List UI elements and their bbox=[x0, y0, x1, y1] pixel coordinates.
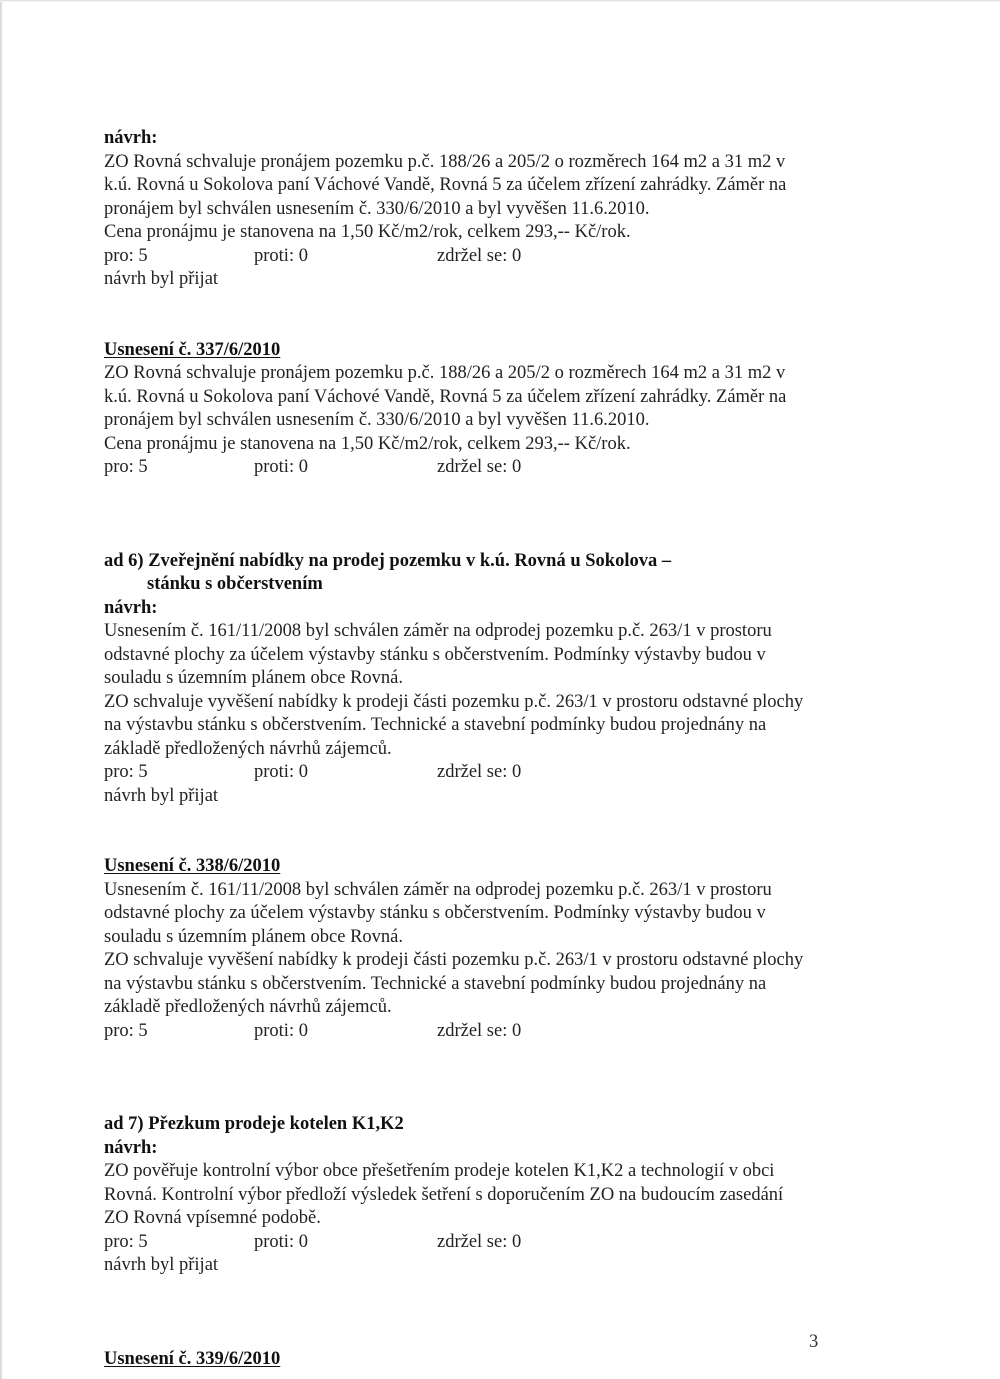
proposal-label: návrh: bbox=[104, 1137, 158, 1158]
page-number: 3 bbox=[809, 1332, 819, 1352]
resolution-heading: Usnesení č. 337/6/2010 bbox=[104, 339, 281, 360]
vote-zdrzel: zdržel se: 0 bbox=[437, 245, 522, 266]
resolution-337 bbox=[104, 339, 864, 480]
paragraph-line: základě předložených návrhů zájemců. bbox=[104, 997, 392, 1017]
agenda-item-6 bbox=[104, 550, 864, 809]
proposal-result: návrh byl přijat bbox=[104, 785, 219, 806]
agenda-heading: ad 6) Zveřejnění nabídky na prodej pozemku v k.ú. Rovná u Sokolova – bbox=[104, 550, 672, 571]
vote-result bbox=[104, 456, 864, 480]
vote-proti: proti: 0 bbox=[254, 245, 308, 266]
vote-pro: pro: 5 bbox=[104, 457, 148, 477]
paragraph-line: Rovná. Kontrolní výbor předloží výsledek šetření s doporučením ZO na budoucím zasedání bbox=[104, 1184, 784, 1205]
paragraph-line: Cena pronájmu je stanovena na 1,50 Kč/m2/rok, celkem 293,-- Kč/rok. bbox=[104, 222, 631, 242]
resolution-heading: Usnesení č. 339/6/2010 bbox=[104, 1348, 281, 1369]
vote-pro: pro: 5 bbox=[104, 245, 148, 266]
vote-zdrzel: zdržel se: 0 bbox=[437, 457, 522, 477]
paragraph-line: ZO pověřuje kontrolní výbor obce přešetřením prodeje kotelen K1,K2 a technologií v obci bbox=[104, 1161, 775, 1181]
vote-proti: proti: 0 bbox=[254, 1231, 308, 1252]
resolution-heading: Usnesení č. 338/6/2010 bbox=[104, 856, 281, 876]
paragraph-line: Cena pronájmu je stanovena na 1,50 Kč/m2/rok, celkem 293,-- Kč/rok. bbox=[104, 433, 631, 454]
spacer bbox=[104, 292, 864, 339]
agenda-item-7 bbox=[104, 1113, 864, 1278]
vote-result bbox=[104, 761, 864, 785]
proposal-label: návrh: bbox=[104, 128, 158, 148]
spacer bbox=[104, 480, 864, 550]
vote-pro: pro: 5 bbox=[104, 1020, 148, 1041]
paragraph-line: základě předložených návrhů zájemců. bbox=[104, 738, 392, 759]
paragraph-line: ZO Rovná vpísemné podobě. bbox=[104, 1208, 321, 1228]
vote-zdrzel: zdržel se: 0 bbox=[437, 762, 522, 782]
agenda-heading-continued: stánku s občerstvením bbox=[147, 574, 323, 594]
spacer bbox=[104, 1278, 864, 1348]
vote-result bbox=[104, 1231, 864, 1255]
paragraph-line: ZO schvaluje vyvěšení nabídky k prodeji části pozemku p.č. 263/1 v prostoru odstavné plochy bbox=[104, 950, 804, 970]
resolution-338 bbox=[104, 855, 864, 1043]
spacer bbox=[104, 1043, 864, 1113]
paragraph-line: ZO Rovná schvaluje pronájem pozemku p.č. 188/26 a 205/2 o rozměrech 164 m2 a 31 m2 v bbox=[104, 363, 786, 383]
resolution-339 bbox=[104, 1348, 864, 1372]
scan-edge-left bbox=[0, 0, 3, 1379]
scan-edge-top bbox=[0, 0, 1000, 2]
paragraph-line: na výstavbu stánku s občerstvením. Technické a stavební podmínky budou projednány na bbox=[104, 973, 767, 994]
proposal-section-337 bbox=[104, 127, 864, 292]
paragraph-line: ZO schvaluje vyvěšení nabídky k prodeji části pozemku p.č. 263/1 v prostoru odstavné plochy bbox=[104, 691, 804, 712]
proposal-result: návrh byl přijat bbox=[104, 1255, 219, 1275]
paragraph-line: pronájem byl schválen usnesením č. 330/6/2010 a byl vyvěšen 11.6.2010. bbox=[104, 410, 650, 430]
vote-result bbox=[104, 1020, 864, 1044]
paragraph-line: k.ú. Rovná u Sokolova paní Váchové Vandě, Rovná 5 za účelem zřízení zahrádky. Záměr na bbox=[104, 386, 787, 407]
vote-proti: proti: 0 bbox=[254, 457, 308, 477]
vote-pro: pro: 5 bbox=[104, 762, 148, 782]
proposal-result: návrh byl přijat bbox=[104, 269, 219, 289]
paragraph-line: pronájem byl schválen usnesením č. 330/6/2010 a byl vyvěšen 11.6.2010. bbox=[104, 198, 650, 219]
vote-zdrzel: zdržel se: 0 bbox=[437, 1231, 522, 1252]
vote-result bbox=[104, 245, 864, 269]
document-body bbox=[104, 127, 864, 1371]
paragraph-line: souladu s územním plánem obce Rovná. bbox=[104, 926, 404, 947]
vote-proti: proti: 0 bbox=[254, 1020, 308, 1041]
paragraph-line: na výstavbu stánku s občerstvením. Technické a stavební podmínky budou projednány na bbox=[104, 715, 767, 735]
paragraph-line: souladu s územním plánem obce Rovná. bbox=[104, 668, 404, 688]
vote-proti: proti: 0 bbox=[254, 762, 308, 782]
paragraph-line: k.ú. Rovná u Sokolova paní Váchové Vandě, Rovná 5 za účelem zřízení zahrádky. Záměr na bbox=[104, 175, 787, 195]
vote-pro: pro: 5 bbox=[104, 1231, 148, 1252]
agenda-heading: ad 7) Přezkum prodeje kotelen K1,K2 bbox=[104, 1114, 404, 1134]
paragraph-line: ZO Rovná schvaluje pronájem pozemku p.č. 188/26 a 205/2 o rozměrech 164 m2 a 31 m2 v bbox=[104, 151, 786, 172]
paragraph-line: Usnesením č. 161/11/2008 byl schválen záměr na odprodej pozemku p.č. 263/1 v prostoru bbox=[104, 879, 772, 900]
paragraph-line: odstavné plochy za účelem výstavby stánku s občerstvením. Podmínky výstavby budou v bbox=[104, 903, 766, 923]
vote-zdrzel: zdržel se: 0 bbox=[437, 1020, 522, 1041]
proposal-label: návrh: bbox=[104, 597, 158, 618]
paragraph-line: Usnesením č. 161/11/2008 byl schválen záměr na odprodej pozemku p.č. 263/1 v prostoru bbox=[104, 621, 772, 641]
paragraph-line: odstavné plochy za účelem výstavby stánku s občerstvením. Podmínky výstavby budou v bbox=[104, 644, 766, 665]
spacer bbox=[104, 808, 864, 855]
